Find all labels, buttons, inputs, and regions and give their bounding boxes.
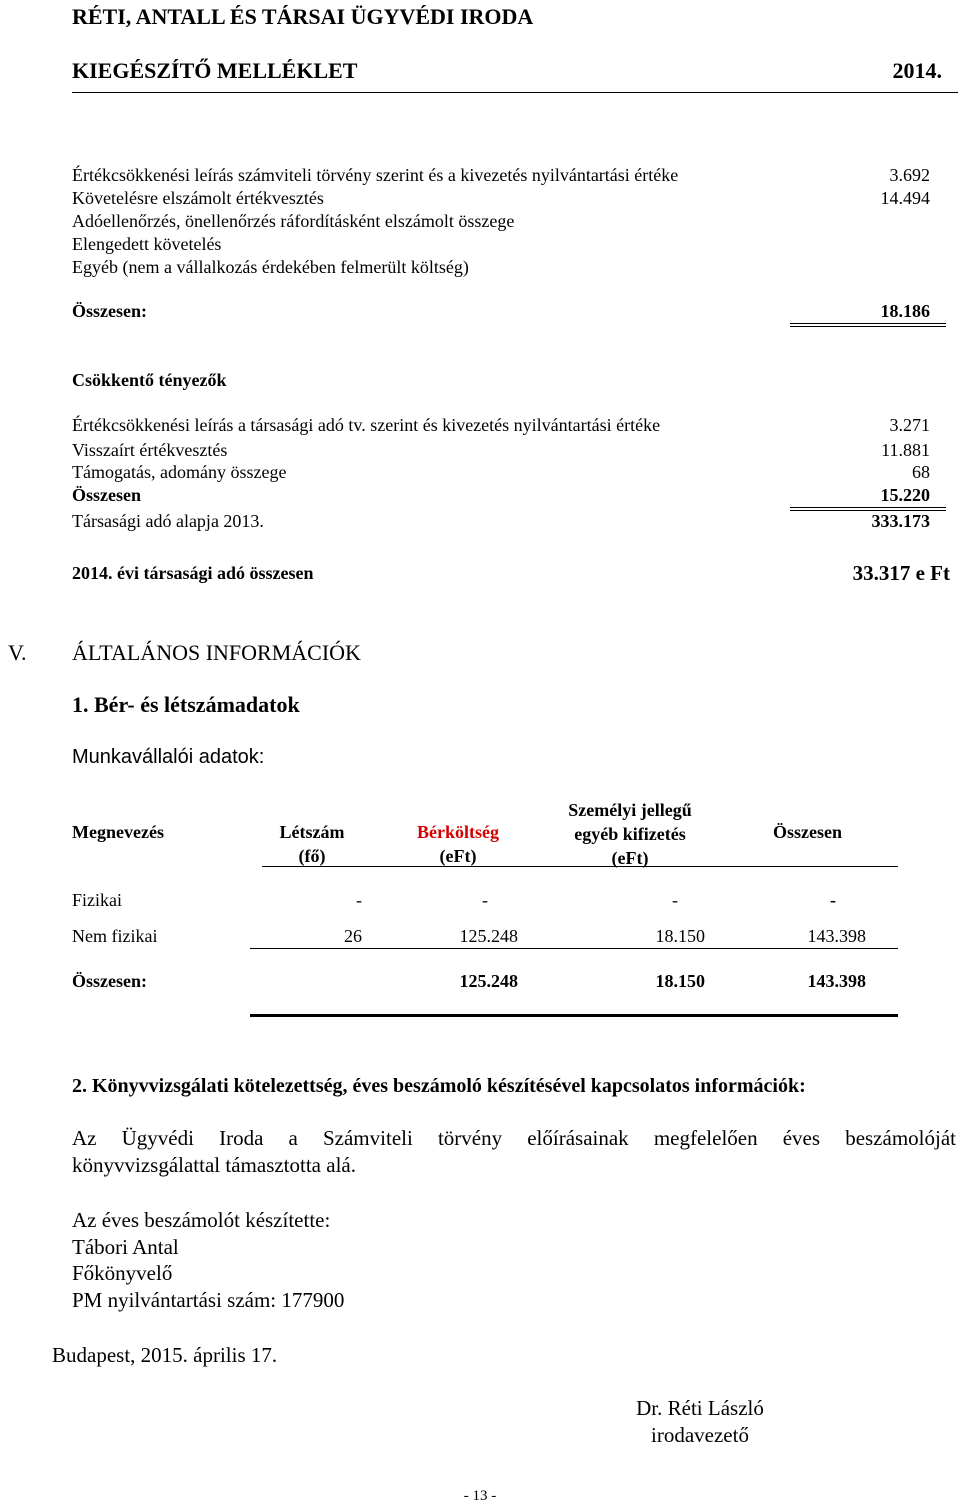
row-personal: 18.150 (655, 926, 705, 946)
increase-row-label: Adóellenőrzés, önellenőrzés ráfordításként elszámolt összege (72, 211, 515, 231)
preparer-registration: PM nyilvántartási szám: 177900 (72, 1288, 345, 1312)
section-number: V. (8, 640, 27, 665)
increase-row-label: Követelésre elszámolt értékvesztés (72, 188, 324, 208)
column-header-headcount-line1: Létszám (279, 822, 345, 842)
tax-base-label: Társasági adó alapja 2013. (72, 511, 264, 531)
row-total: - (830, 890, 836, 910)
audit-heading: 2. Könyvvizsgálati kötelezettség, éves beszámoló készítésével kapcsolatos információk: (72, 1075, 806, 1097)
column-header-personal-line0: Személyi jellegű (568, 800, 692, 820)
increase-total-value: 18.186 (880, 301, 930, 321)
signer-name: Dr. Réti László (636, 1396, 764, 1420)
table-sum-rule (250, 1014, 898, 1017)
column-header-headcount-line2: (fő) (298, 846, 326, 866)
increase-row-label: Elengedett követelés (72, 234, 222, 254)
row-name: Fizikai (72, 890, 122, 910)
row-name: Nem fizikai (72, 926, 158, 946)
increase-row-value: 14.494 (880, 188, 930, 208)
row-total: 143.398 (807, 926, 866, 946)
column-header-wage-cost (400, 820, 516, 868)
preparer-name: Tábori Antal (72, 1235, 179, 1259)
document-year: 2014. (892, 58, 942, 83)
increase-total-rule (790, 323, 946, 327)
column-header-wage-cost-line1: Bérköltség (417, 822, 499, 842)
firm-name: RÉTI, ANTALL ÉS TÁRSAI ÜGYVÉDI IRODA (72, 4, 534, 29)
row-headcount: 26 (344, 926, 362, 946)
wages-heading: 1. Bér- és létszámadatok (72, 692, 300, 717)
sum-wage-cost: 125.248 (459, 971, 518, 991)
row-personal: - (672, 890, 678, 910)
prepared-by-label: Az éves beszámolót készítette: (72, 1208, 331, 1232)
preparer-role: Főkönyvelő (72, 1261, 173, 1285)
sum-personal: 18.150 (655, 971, 705, 991)
row-wage-cost: - (482, 890, 488, 910)
audit-text-line2: könyvvizsgálattal támasztotta alá. (72, 1153, 356, 1177)
decrease-row-label: Visszaírt értékvesztés (72, 440, 228, 460)
decrease-total-label: Összesen (72, 485, 141, 505)
decrease-row-value: 3.271 (889, 415, 930, 435)
decrease-total-value: 15.220 (880, 485, 930, 505)
audit-text-line1: Az Ügyvédi Iroda a Számviteli törvény előírásainak megfelelően éves beszámolóját (72, 1126, 956, 1150)
row-wage-cost: 125.248 (459, 926, 518, 946)
decrease-row-label: Támogatás, adomány összege (72, 462, 287, 482)
signer-role: irodavezető (651, 1423, 749, 1447)
tax-base-value: 333.173 (871, 511, 930, 531)
row-headcount: - (356, 890, 362, 910)
sum-name: Összesen: (72, 971, 147, 991)
table-header-rule (262, 866, 898, 867)
column-header-personal (550, 798, 710, 870)
increase-total-label: Összesen: (72, 301, 147, 321)
sum-total: 143.398 (807, 971, 866, 991)
table-body-rule (250, 948, 898, 949)
column-header-personal-line1: egyéb kifizetés (574, 824, 686, 844)
column-header-total: Összesen (773, 822, 842, 842)
page-number: - 13 - (463, 1488, 497, 1504)
increase-row-label: Egyéb (nem a vállalkozás érdekében felmerült költség) (72, 257, 469, 277)
decrease-row-value: 11.881 (881, 440, 930, 460)
column-header-wage-cost-line2: (eFt) (439, 846, 477, 866)
column-header-personal-line2: (eFt) (611, 848, 649, 868)
tax-total-value: 33.317 e Ft (852, 561, 950, 585)
section-title: ÁLTALÁNOS INFORMÁCIÓK (72, 640, 361, 665)
column-header-name: Megnevezés (72, 822, 164, 842)
header-rule (72, 92, 958, 93)
decrease-row-value: 68 (912, 462, 930, 482)
wages-subheading: Munkavállalói adatok: (72, 746, 265, 768)
column-header-headcount (262, 820, 362, 868)
tax-total-label: 2014. évi társasági adó összesen (72, 563, 314, 583)
decrease-row-label: Értékcsökkenési leírás a társasági adó tv. szerint és kivezetés nyilvántartási értéke (72, 415, 661, 435)
increase-row-label: Értékcsökkenési leírás számviteli törvény szerint és a kivezetés nyilvántartási értéke (72, 165, 679, 185)
document-title: KIEGÉSZÍTŐ MELLÉKLET (72, 58, 358, 83)
decrease-heading: Csökkentő tényezők (72, 370, 227, 390)
increase-row-value: 3.692 (889, 165, 930, 185)
place-date: Budapest, 2015. április 17. (52, 1343, 278, 1367)
